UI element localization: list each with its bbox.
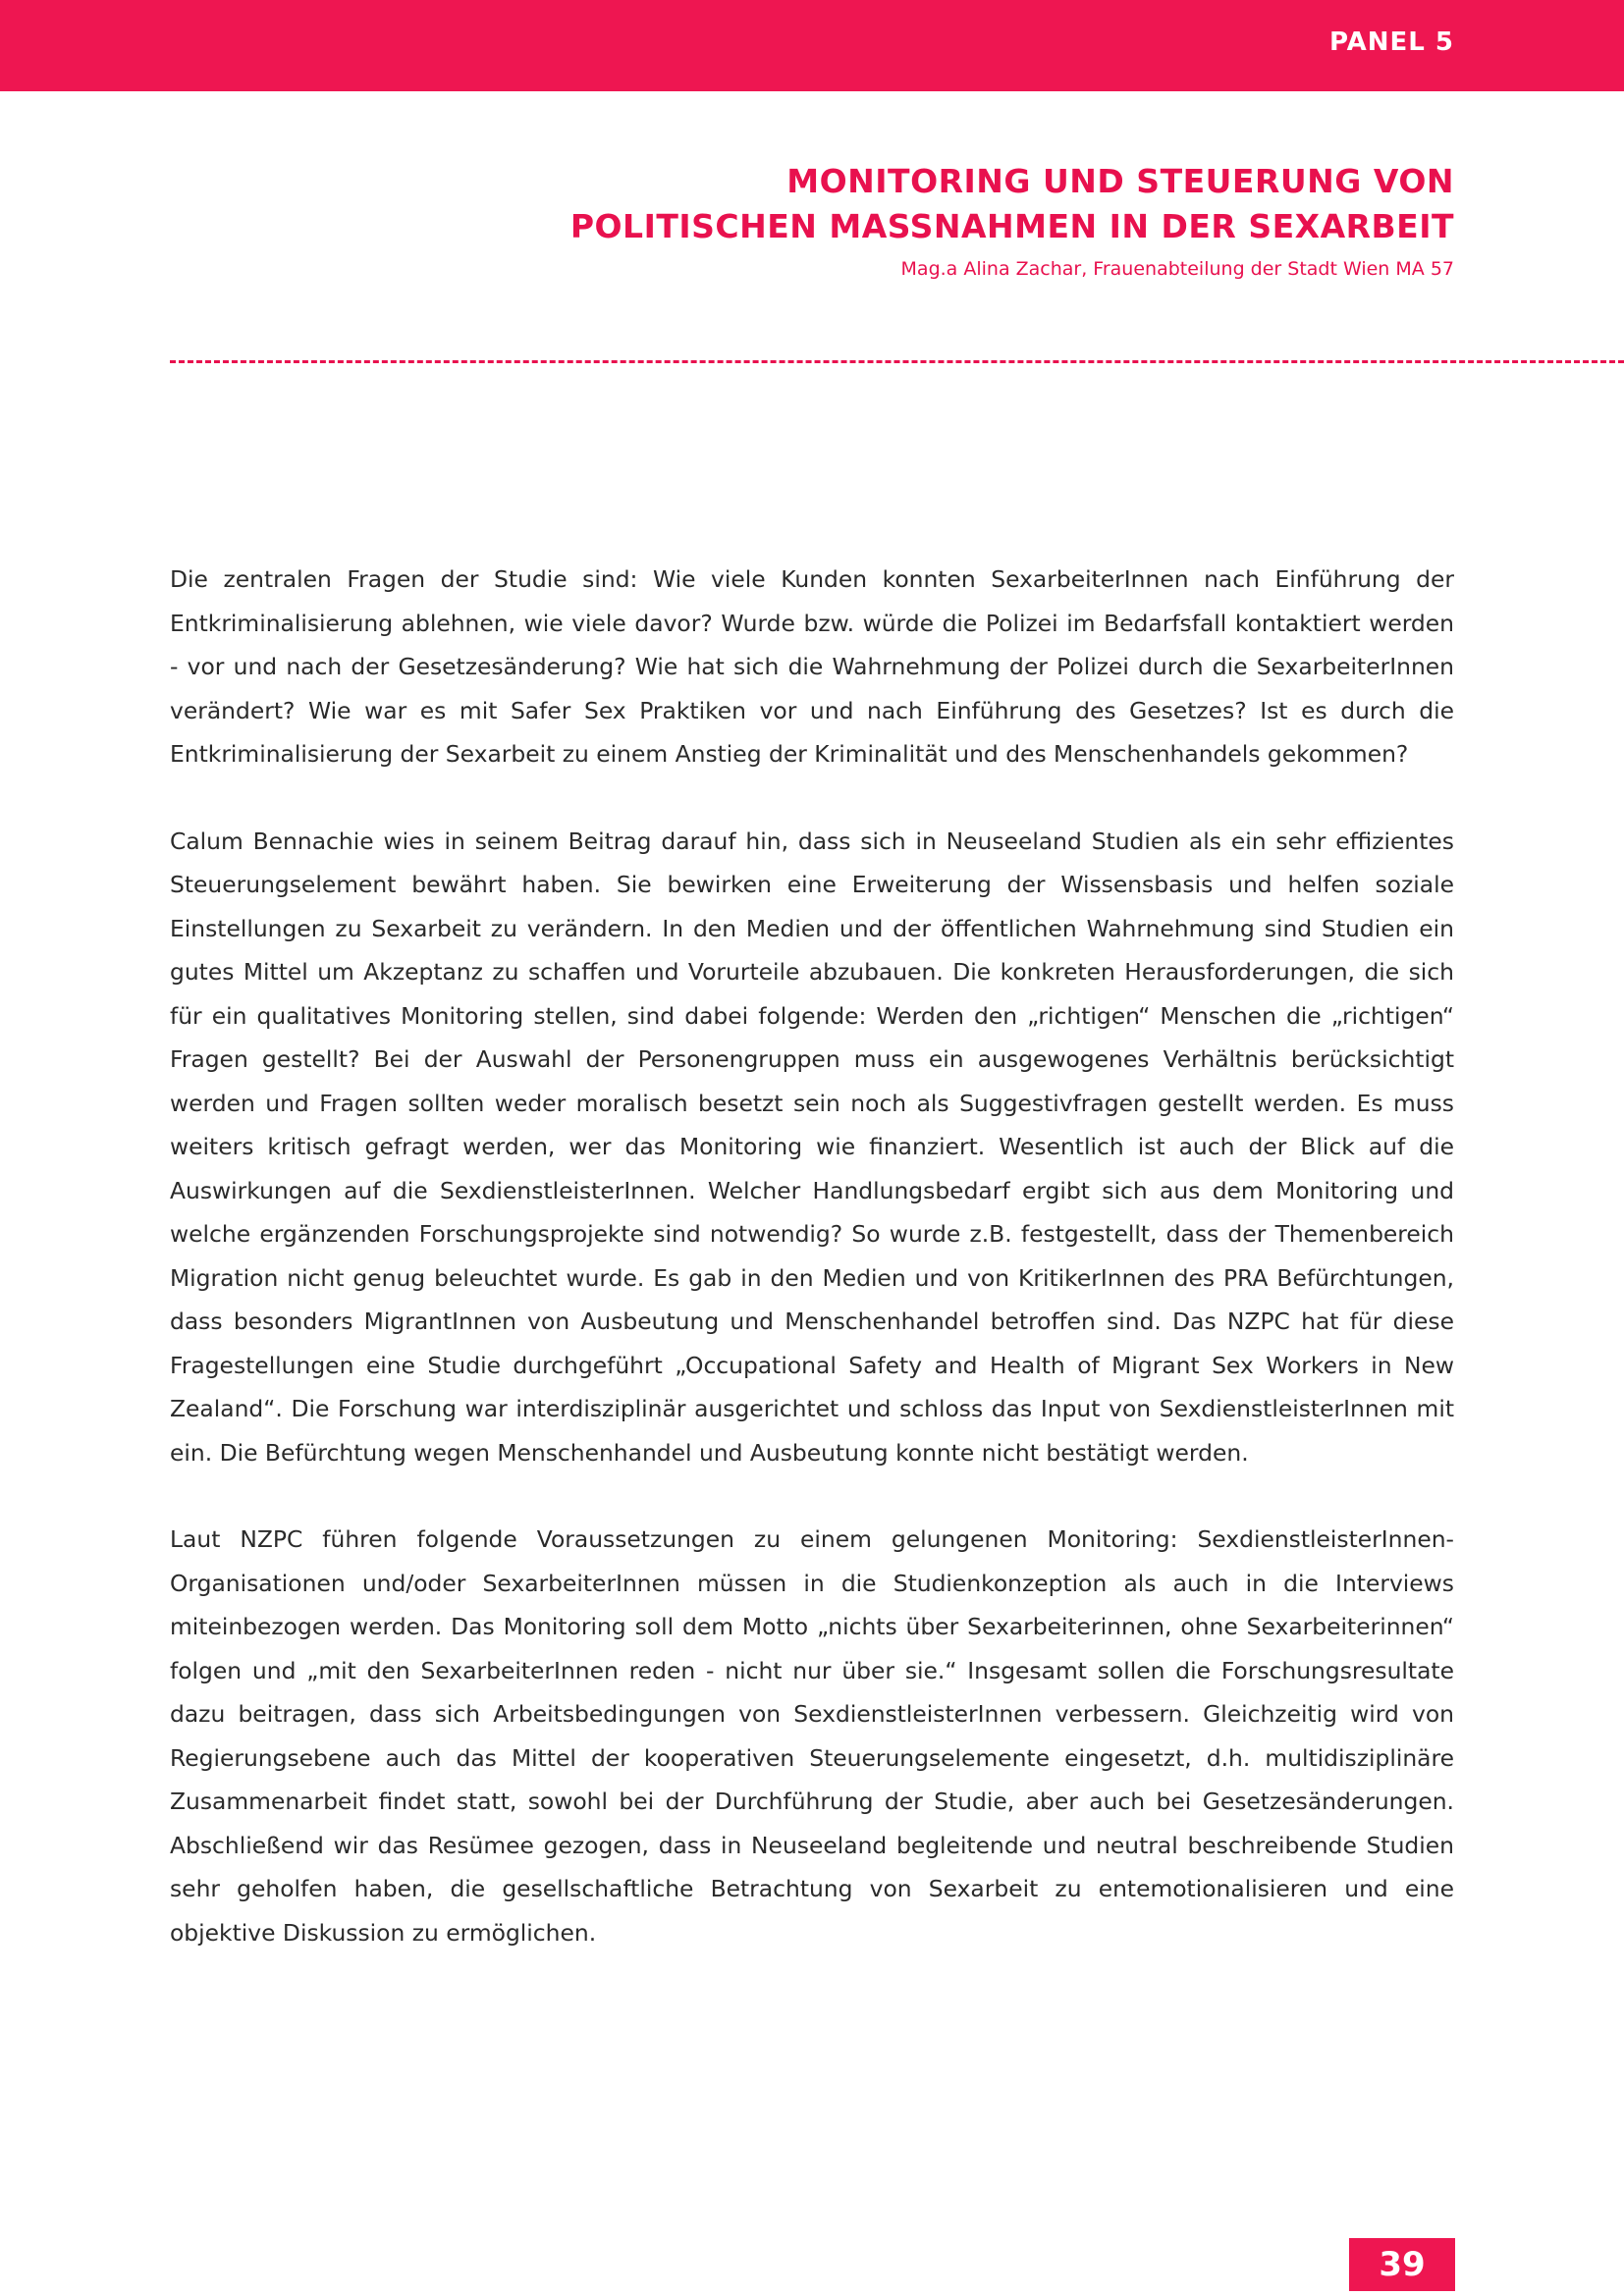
paragraph-2: Calum Bennachie wies in seinem Beitrag darauf hin, dass sich in Neuseeland Studien als ein sehr effizientes Steuerungselement bewährt haben. Sie bewirken eine Erweiterung der Wissensbasis und helfen soziale Einstellungen zu Sexarbeit zu verändern. In den Medien und der öffentlichen Wahrnehmung sind Studien ein gutes Mittel um Akzeptanz zu schaffen und Vorurteile abzubauen. Die konkreten Herausforderungen, die sich für ein qualitatives Monitoring stellen, sind dabei folgende: Werden den „richtigen“ Menschen die „richtigen“ Fragen gestellt? Bei der Auswahl der Personengruppen muss ein ausgewogenes Verhältnis berücksichtigt werden und Fragen sollten weder moralisch besetzt sein noch als Suggestivfragen gestellt werden. Es muss weiters kritisch gefragt werden, wer das Monitoring wie finanziert. Wesentlich ist auch der Blick auf die Auswirkungen auf die SexdienstleisterInnen. Welcher Handlungsbedarf ergibt sich aus dem Monitoring und welche ergänzenden Forschungsprojekte sind notwendig? So wurde z.B. festgestellt, dass der Themenbereich Migration nicht genug beleuchtet wurde. Es gab in den Medien und von KritikerInnen des PRA Befürchtungen, dass besonders MigrantInnen von Ausbeutung und Menschenhandel betroffen sind. Das NZPC hat für diese Fragestellungen eine Studie durchgeführt „Occupational Safety and Health of Migrant Sex Workers in New Zealand“. Die Forschung war interdisziplinär ausgerichtet und schloss das Input von SexdienstleisterInnen mit ein. Die Befürchtung wegen Menschenhandel und Ausbeutung konnte nicht bestätigt werden. bbox=[170, 827, 1454, 1467]
dashed-divider bbox=[170, 360, 1624, 363]
title-line-2: POLITISCHEN MASSNAHMEN IN DER SEXARBEIT bbox=[569, 207, 1454, 245]
body-text bbox=[170, 558, 1454, 1998]
page-number: 39 bbox=[1349, 2238, 1455, 2291]
header-bar bbox=[0, 0, 1624, 91]
author-subtitle: Mag.a Alina Zachar, Frauenabteilung der Stadt Wien MA 57 bbox=[900, 258, 1454, 280]
paragraph-3: Laut NZPC führen folgende Voraussetzungen zu einem gelungenen Monitoring: SexdienstleisterInnen-Organisationen und/oder SexarbeiterInnen müssen in die Studienkonzeption als auch in die Interviews miteinbezogen werden. Das Monitoring soll dem Motto „nichts über Sexarbeiterinnen, ohne Sexarbeiterinnen“ folgen und „mit den SexarbeiterInnen reden - nicht nur über sie.“ Insgesamt sollen die Forschungsresultate dazu beitragen, dass sich Arbeitsbedingungen von SexdienstleisterInnen verbessern. Gleichzeitig wird von Regierungsebene auch das Mittel der kooperativen Steuerungselemente eingesetzt, d.h. multidisziplinäre Zusammenarbeit findet statt, sowohl bei der Durchführung der Studie, aber auch bei Gesetzesänderungen. Abschließend wir das Resümee gezogen, dass in Neuseeland begleitende und neutral beschreibende Studien sehr geholfen haben, die gesellschaftliche Betrachtung von Sexarbeit zu entemotionalisieren und eine objektive Diskussion zu ermöglichen. bbox=[170, 1525, 1454, 1947]
title-line-1: MONITORING UND STEUERUNG VON bbox=[786, 162, 1454, 200]
panel-label: PANEL 5 bbox=[1328, 27, 1454, 57]
title-block bbox=[472, 159, 1454, 283]
paragraph-1: Die zentralen Fragen der Studie sind: Wie viele Kunden konnten SexarbeiterInnen nach Einführung der Entkriminalisierung ablehnen, wie viele davor? Wurde bzw. würde die Polizei im Bedarfsfall kontaktiert werden - vor und nach der Gesetzesänderung? Wie hat sich die Wahrnehmung der Polizei durch die SexarbeiterInnen verändert? Wie war es mit Safer Sex Praktiken vor und nach Einführung des Gesetzes? Ist es durch die Entkriminalisierung der Sexarbeit zu einem Anstieg der Kriminalität und des Menschenhandels gekommen? bbox=[170, 565, 1454, 768]
